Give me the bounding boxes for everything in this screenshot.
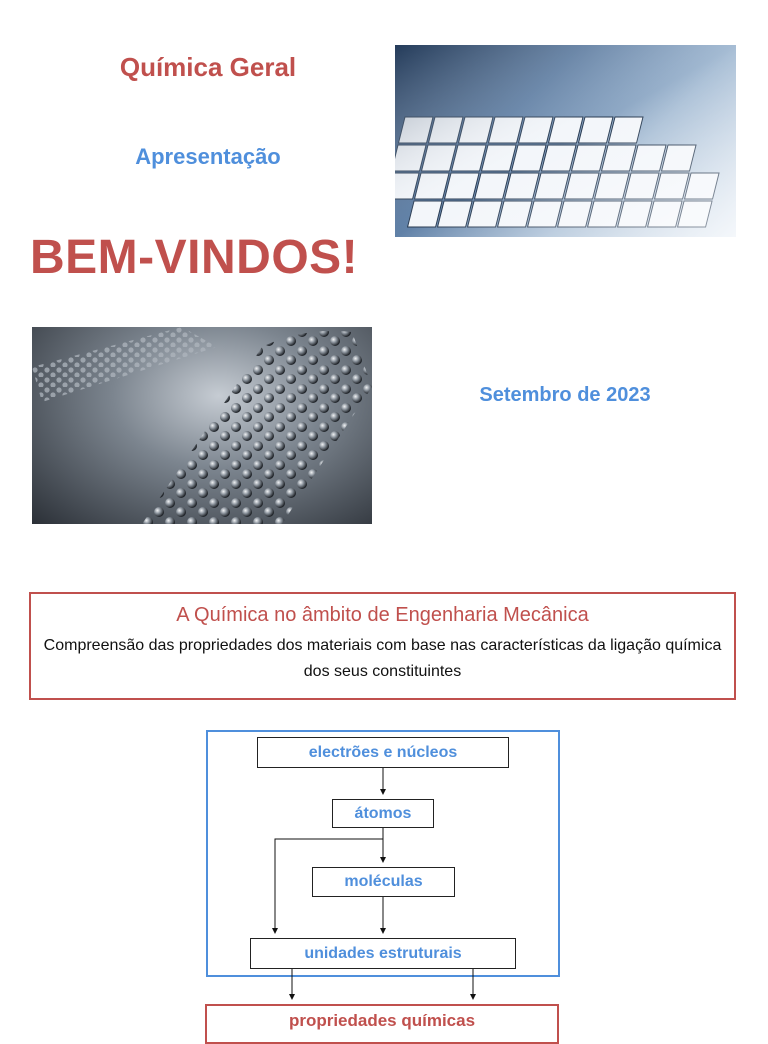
date-label: Setembro de 2023 bbox=[479, 384, 651, 406]
node-electrons-nuclei: electrões e núcleos bbox=[257, 737, 509, 768]
node-structural-units: unidades estruturais bbox=[250, 938, 516, 969]
node-chemical-properties: propriedades químicas bbox=[205, 1004, 559, 1044]
scope-title: A Química no âmbito de Engenharia Mecânica bbox=[176, 604, 589, 626]
node-atoms: átomos bbox=[332, 799, 434, 828]
welcome-heading: BEM-VINDOS! bbox=[30, 231, 359, 284]
scope-description: Compreensão das propriedades dos materiais com base nas características da ligação química dos seus constituintes bbox=[43, 637, 722, 680]
presentation-subtitle: Apresentação bbox=[135, 144, 281, 169]
subject-title: Química Geral bbox=[119, 52, 297, 82]
node-molecules: moléculas bbox=[312, 867, 455, 897]
